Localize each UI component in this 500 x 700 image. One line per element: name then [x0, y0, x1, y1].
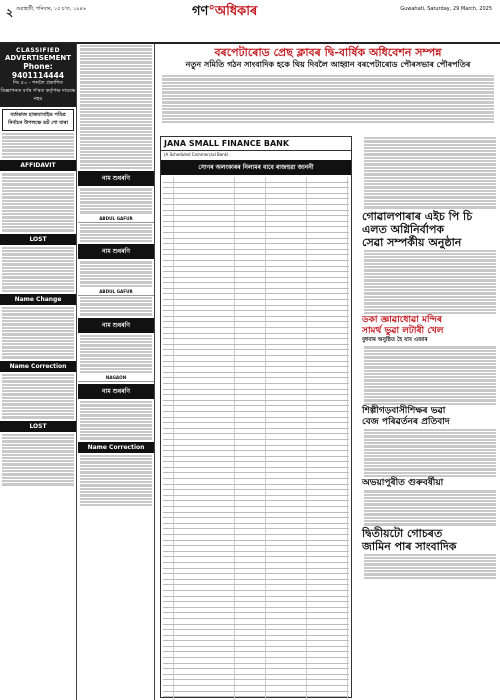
classified-column-2	[78, 44, 155, 700]
story-subhead-2: বুধবাৰ অনুষ্ঠিত হৈ যাব এজাৰ	[362, 337, 428, 344]
name-entry: ABDUL GAFUR	[78, 215, 154, 223]
classified-subtitle: ADVERTISEMENT	[4, 54, 72, 62]
name-correction-heading: Name Correction	[0, 361, 76, 372]
name-correction-heading-e: Name Correction	[78, 442, 154, 453]
name-correction-heading-c: নাম শুধৰণি	[78, 318, 154, 333]
name-correction-heading-b: নাম শুধৰণি	[78, 244, 154, 259]
classified-header	[0, 44, 76, 107]
story-heading-5b: জামিন পাৰ সাংবাদিক	[362, 539, 457, 553]
bank-subtitle: (A Scheduled Commercial Bank)	[164, 152, 229, 157]
bank-name: JANA SMALL FINANCE BANK	[161, 137, 351, 151]
lost-heading-2: LOST	[0, 421, 76, 432]
story-heading-3: শিল্পীগড়বাসীশিক্ষৰ ভৱা	[362, 405, 446, 416]
auction-table	[161, 177, 351, 700]
place-entry: NAGAON	[78, 374, 154, 382]
story-heading-5: দ্বিতীয়টো গোচৰত	[362, 526, 443, 540]
name-correction-heading-a: নাম শুধৰণি	[78, 171, 154, 186]
main-news-area	[156, 44, 500, 700]
lost-heading: LOST	[0, 234, 76, 245]
notice-heading: বৰ্তাৰাজ হাজযাসাইড পবিত্ৰ নিৰ্বাচন উপলক্ষে ডট শো যাৰা	[2, 109, 74, 131]
date-left: গুৱাহাটী, শনিবাৰ, ১৫ চ'ত, ১৯৪৬	[16, 6, 86, 12]
classified-note-2: বিজ্ঞাপনত বৰ্ণৰ গ'ৰত কৰ্তৃপক্ষ দায়বদ্ধ নহয়	[0, 88, 76, 102]
name-change-heading: Name Change	[0, 294, 76, 305]
bank-notice	[160, 136, 352, 698]
story-heading-1: গোৱালপাৰাৰ এইচ পি চি এলত অগ্নিনিৰ্বাপক	[362, 209, 473, 236]
main-subhead: নতুন সমিতি গঠন সাংবাদিক হকে থিয় দিবলৈ আহ্বান বৰপেটাৰোড পৌৰসভাৰ পৌৰপতিৰ	[185, 60, 471, 69]
classified-column-1	[0, 44, 77, 700]
classified-note: দিং ৫০ - শব্দলৈ প্ৰকাশিত	[13, 80, 63, 86]
right-stories	[362, 136, 498, 580]
date-right: Guwahati, Saturday, 29 March, 2025	[400, 6, 492, 12]
story-heading-1b: সেৱা সম্পৰ্কীয় অনুষ্ঠান	[362, 235, 462, 249]
classified-title: CLASSIFIED	[16, 47, 60, 54]
main-story-body	[160, 74, 496, 124]
name-entry-2: ABDUL GAFUR	[78, 288, 154, 296]
newspaper-logo: গণ°অধিকাৰ	[192, 4, 258, 19]
story-heading-2: ডকা জ্ঞাৱাধোৱা মন্দিৰ	[362, 315, 442, 326]
story-heading-2b: সামৰ্থ ভুৱা লটাৰী খেল	[362, 326, 444, 337]
name-correction-heading-d: নাম শুধৰণি	[78, 384, 154, 399]
story-heading-3b: বেজ পৰিৱৰ্তনৰ প্ৰতিবাদ	[362, 416, 450, 427]
masthead	[0, 0, 500, 44]
affidavit-heading: AFFIDAVIT	[0, 160, 76, 171]
page-number: ২	[6, 6, 14, 19]
story-heading-4: অভয়াপুৰীত গুৰুবৰ্ষীয়া	[362, 478, 444, 489]
classified-phone: Phone: 9401114444	[11, 62, 65, 80]
bank-notice-title: সোণৰ অলংকাৰৰ নিলামৰ বাবে ৰাজহুৱা জাননী	[161, 160, 351, 175]
main-headline: বৰপেটাৰোড প্ৰেছ ক্লাবৰ দ্বি-বাৰ্ষিক অধিবেশন সম্পন্ন	[214, 46, 442, 59]
